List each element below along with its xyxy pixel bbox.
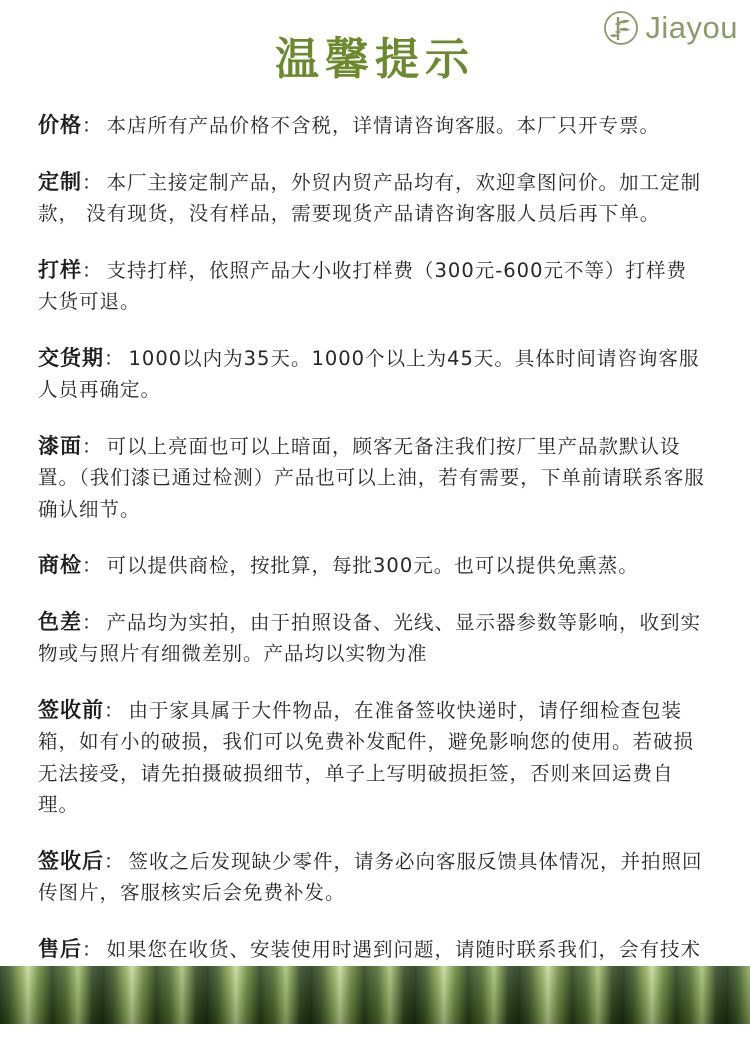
notice-text: 本厂主接定制产品，外贸内贸产品均有，欢迎拿图问价。加工定制款， 没有现货，没有样品，需要现货产品请咨询客服人员后再下单。: [38, 170, 702, 225]
notice-item: [38, 431, 706, 526]
notice-colon: ：: [82, 554, 103, 577]
notice-list: [38, 110, 706, 1053]
notice-item: [38, 110, 706, 142]
notice-label: 商检: [38, 553, 82, 577]
notice-label: 签收前: [38, 697, 104, 722]
notice-text: 本店所有产品价格不含税，详情请咨询客服。本厂只开专票。: [106, 114, 661, 137]
notice-label: 色差: [38, 609, 82, 634]
notice-colon: ：: [82, 114, 103, 137]
notice-colon: ：: [82, 258, 103, 282]
notice-colon: ：: [104, 849, 125, 873]
notice-text: 支持打样，依照产品大小收打样费（300元-600元不等）打样费大货可退。: [38, 258, 687, 313]
notice-label: 漆面: [38, 433, 82, 458]
notice-colon: ：: [82, 937, 103, 961]
notice-item: [38, 695, 706, 821]
notice-colon: ：: [82, 170, 103, 194]
notice-item: [38, 343, 706, 406]
notice-label: 价格: [38, 113, 82, 137]
page-header: [0, 0, 750, 108]
notice-text: 签收之后发现缺少零件，请务必向客服反馈具体情况，并拍照回传图片，客服核实后会免费补发。: [38, 849, 703, 904]
notice-text: 可以上亮面也可以上暗面，顾客无备注我们按厂里产品款默认设置。（我们漆已通过检测）产品也可以上油，若有需要，下单前请联系客服确认细节。: [38, 434, 705, 521]
notice-text: 产品均为实拍，由于拍照设备、光线、显示器参数等影响，收到实物或与照片有细微差别。产品均以实物为准: [38, 610, 702, 665]
brand-name: Jiayou: [645, 10, 738, 45]
notice-text: 可以提供商检，按批算，每批300元。也可以提供免熏蒸。: [106, 554, 639, 577]
notice-label: 售后: [38, 936, 82, 961]
notice-item: [38, 607, 706, 670]
notice-colon: ：: [82, 610, 103, 634]
notice-item: [38, 255, 706, 318]
notice-item: [38, 550, 706, 582]
notice-colon: ：: [104, 698, 125, 722]
notice-text: 1000以内为35天。1000个以上为45天。具体时间请咨询客服人员再确定。: [38, 346, 700, 401]
page-title: 温馨提示: [275, 34, 475, 85]
notice-item: [38, 846, 706, 909]
notice-label: 签收后: [38, 848, 104, 873]
notice-colon: ：: [104, 346, 125, 370]
notice-text: 如果您在收货、安装使用时遇到问题，请随时联系我们，会有技术: [106, 937, 702, 961]
notice-label: 定制: [38, 169, 82, 194]
notice-text: 由于家具属于大件物品，在准备签收快递时，请仔细检查包装箱，如有小的破损，我们可以免费补发配件，避免影响您的使用。若破损无法接受，请先拍摄破损细节，单子上写明破损拒签，否则来回运费自理。: [38, 698, 695, 816]
notice-label: 打样: [38, 257, 82, 282]
notice-colon: ：: [82, 434, 103, 458]
notice-label: 交货期: [38, 345, 104, 370]
notice-item: [38, 167, 706, 230]
bamboo-banner-image: [0, 966, 750, 1024]
